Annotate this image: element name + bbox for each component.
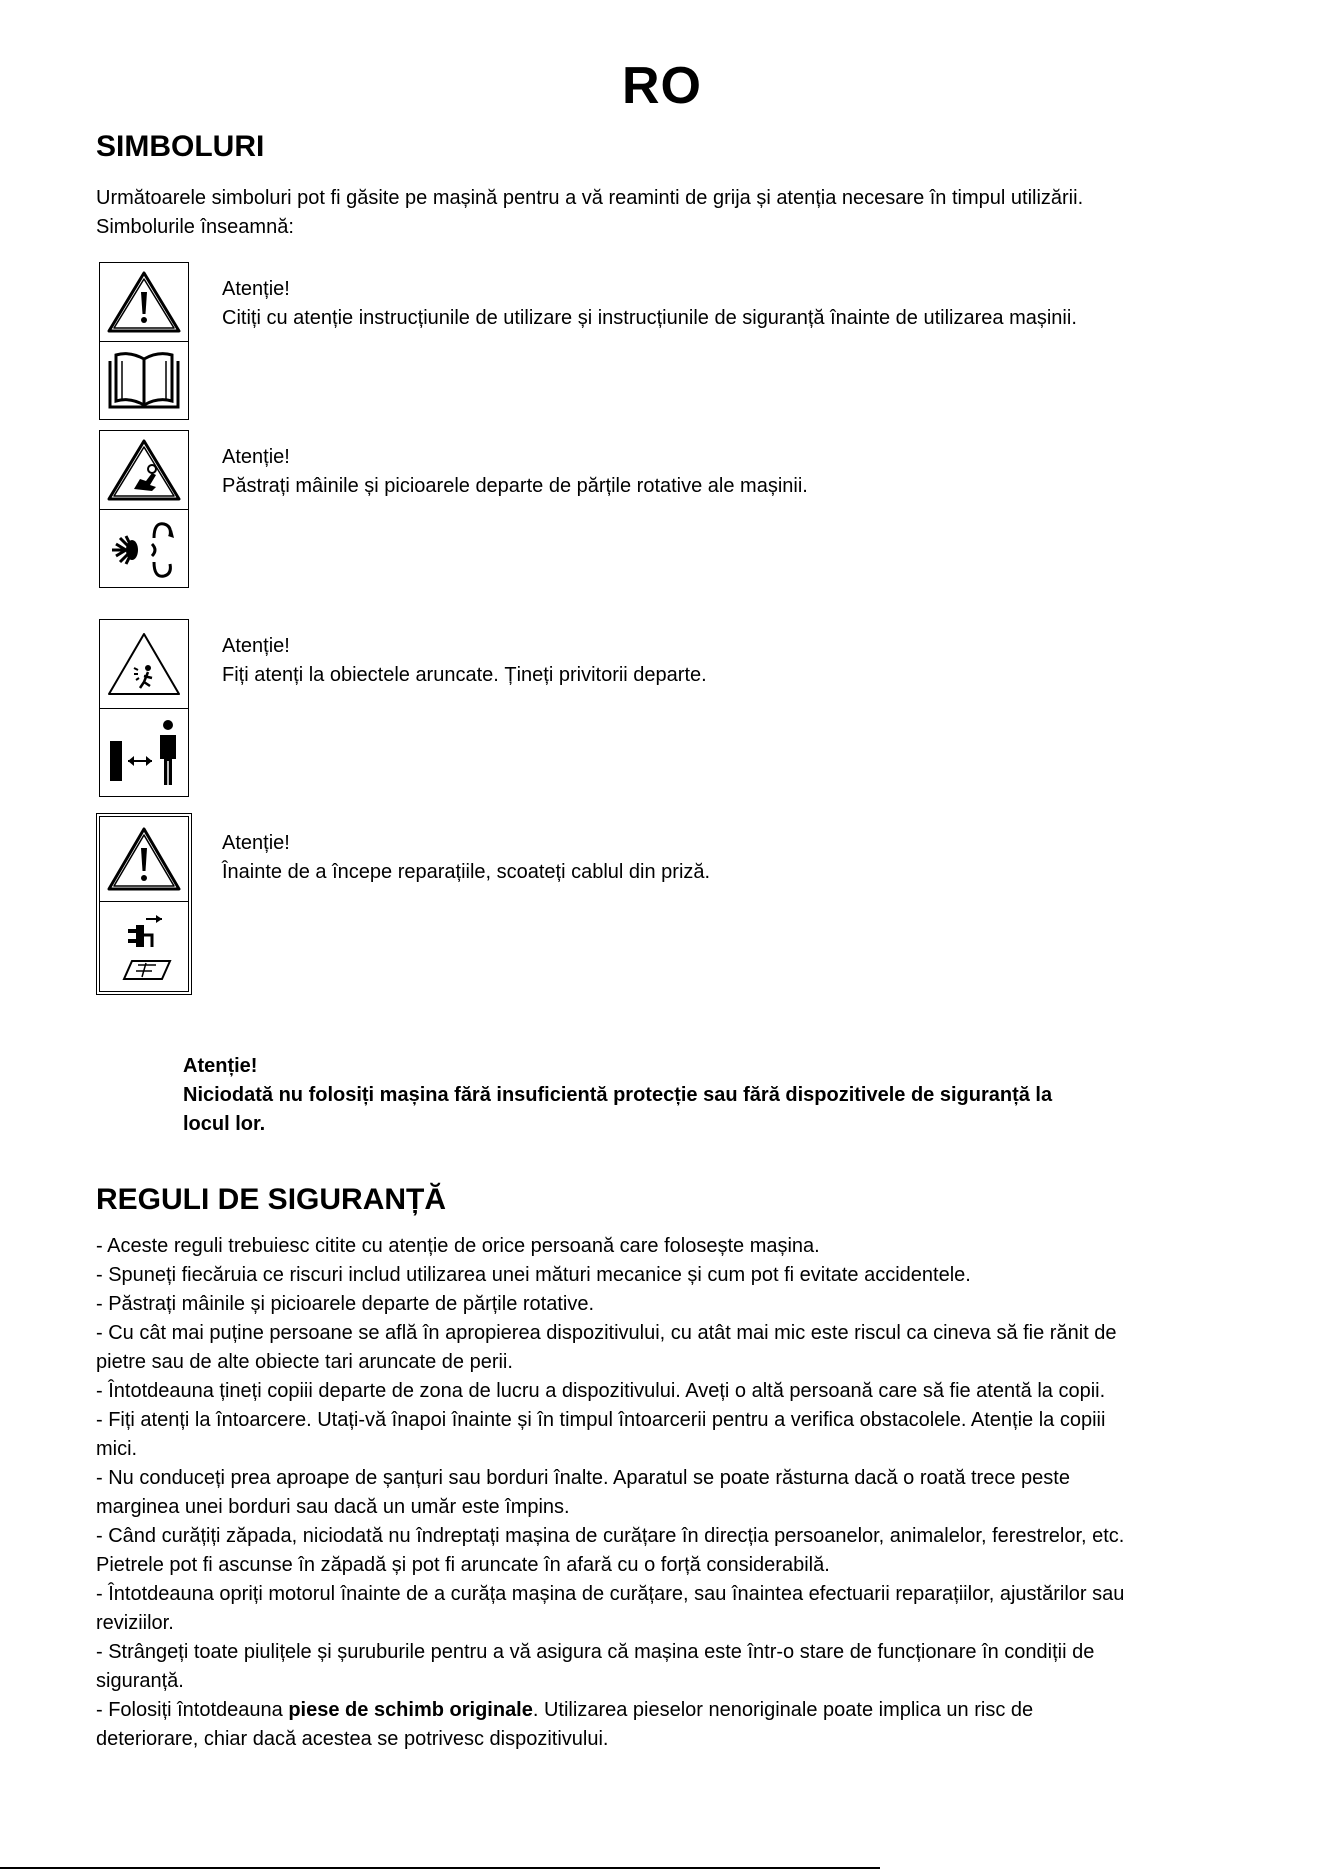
- rule-line: - Întotdeauna opriți motorul înainte de a curăța mașina de curățare, sau înaintea efectuarii reparațiilor, ajustărilor sau: [96, 1583, 1125, 1605]
- rule-line-original-parts: [96, 1696, 1246, 1725]
- symbol-3-text: Fiți atenți la obiectele aruncate. Țineți privitorii departe.: [222, 664, 707, 686]
- rule-line: - Întotdeauna țineți copiii departe de zona de lucru a dispozitivului. Aveți o altă persoană care să fie atentă la copii.: [96, 1380, 1106, 1402]
- symbol-4-title: Atenție!: [222, 832, 290, 854]
- symbols-intro-line1: Următoarele simboluri pot fi găsite pe mașină pentru a vă reaminti de grija și atenția necesare în timpul utilizării.: [96, 187, 1084, 209]
- warning-triangle-icon: [100, 817, 188, 901]
- language-code: RO: [622, 57, 702, 115]
- rule-line: - Păstrați mâinile și picioarele departe de părțile rotative.: [96, 1293, 595, 1315]
- warning-triangle-icon: [100, 263, 188, 341]
- general-warning-title: Atenție!: [183, 1055, 258, 1077]
- rule-line: siguranță.: [96, 1670, 184, 1692]
- symbol-group-3: [99, 619, 189, 797]
- thrown-objects-triangle-icon: [100, 620, 188, 708]
- unplug-cable-icon: [100, 901, 188, 991]
- symbol-group-1: [99, 262, 189, 420]
- safety-rules-list: [96, 1232, 1246, 1754]
- rule-suffix: . Utilizarea pieselor nenoriginale poate implica un risc de: [532, 1699, 1034, 1721]
- rule-line: marginea unei borduri sau dacă un umăr este împins.: [96, 1496, 570, 1518]
- symbol-3-title: Atenție!: [222, 635, 290, 657]
- rule-line: - Aceste reguli trebuiesc citite cu atenție de orice persoană care folosește mașina.: [96, 1235, 820, 1257]
- rule-line: mici.: [96, 1438, 138, 1460]
- rule-line: - Cu cât mai puține persoane se află în apropierea dispozitivului, cu atât mai mic este riscul ca cineva să fie rănit de: [96, 1322, 1117, 1344]
- symbol-group-4: [99, 816, 189, 992]
- rule-line: - Fiți atenți la întoarcere. Utați-vă înapoi înainte și în timpul întoarcerii pentru a verifica obstacolele. Atenție la copiii: [96, 1409, 1106, 1431]
- symbol-1-text: Citiți cu atenție instrucțiunile de utilizare și instrucțiunile de siguranță înainte de utilizarea mașinii.: [222, 307, 1077, 329]
- manual-book-icon: [100, 341, 188, 419]
- rule-prefix: - Folosiți întotdeauna: [96, 1699, 289, 1721]
- rule-line: - Când curățiți zăpada, niciodată nu îndreptați mașina de curățare în direcția persoanelor, animalelor, ferestrelor, etc.: [96, 1525, 1125, 1547]
- rule-line: deteriorare, chiar dacă acestea se potrivesc dispozitivului.: [96, 1728, 609, 1750]
- rule-line: - Spuneți fiecăruia ce riscuri includ utilizarea unei mături mecanice și cum pot fi evitate accidentele.: [96, 1264, 971, 1286]
- symbols-heading: SIMBOLURI: [96, 130, 265, 163]
- rule-line: Pietrele pot fi ascunse în zăpadă și pot fi aruncate în afară cu o forță considerabilă.: [96, 1554, 830, 1576]
- hand-hazard-triangle-icon: [100, 431, 188, 509]
- symbol-group-2: [99, 430, 189, 588]
- rotating-brush-icon: [100, 509, 188, 587]
- general-warning-line1: Niciodată nu folosiți mașina fără insuficientă protecție sau fără dispozitivele de siguranță la: [183, 1084, 1053, 1106]
- original-parts-emphasis: piese de schimb originale: [288, 1699, 533, 1721]
- rule-line: reviziilor.: [96, 1612, 174, 1634]
- symbol-2-text: Păstrați mâinile și picioarele departe de părțile rotative ale mașinii.: [222, 475, 808, 497]
- keep-distance-icon: [100, 708, 188, 796]
- rule-line: - Nu conduceți prea aproape de șanțuri sau borduri înalte. Aparatul se poate răsturna dacă o roată trece peste: [96, 1467, 1070, 1489]
- symbol-1-title: Atenție!: [222, 278, 290, 300]
- rule-line: pietre sau de alte obiecte tari aruncate de perii.: [96, 1351, 513, 1373]
- symbol-2-title: Atenție!: [222, 446, 290, 468]
- footer-divider: [0, 1867, 880, 1869]
- rule-line: - Strângeți toate piulițele și șuruburile pentru a vă asigura că mașina este într-o stare de funcționare în condiții de: [96, 1641, 1095, 1663]
- general-warning-line2: locul lor.: [183, 1113, 266, 1135]
- symbols-intro-line2: Simbolurile înseamnă:: [96, 216, 294, 238]
- symbol-4-text: Înainte de a începe reparațiile, scoateți cablul din priză.: [222, 861, 711, 883]
- safety-heading: REGULI DE SIGURANȚĂ: [96, 1183, 447, 1216]
